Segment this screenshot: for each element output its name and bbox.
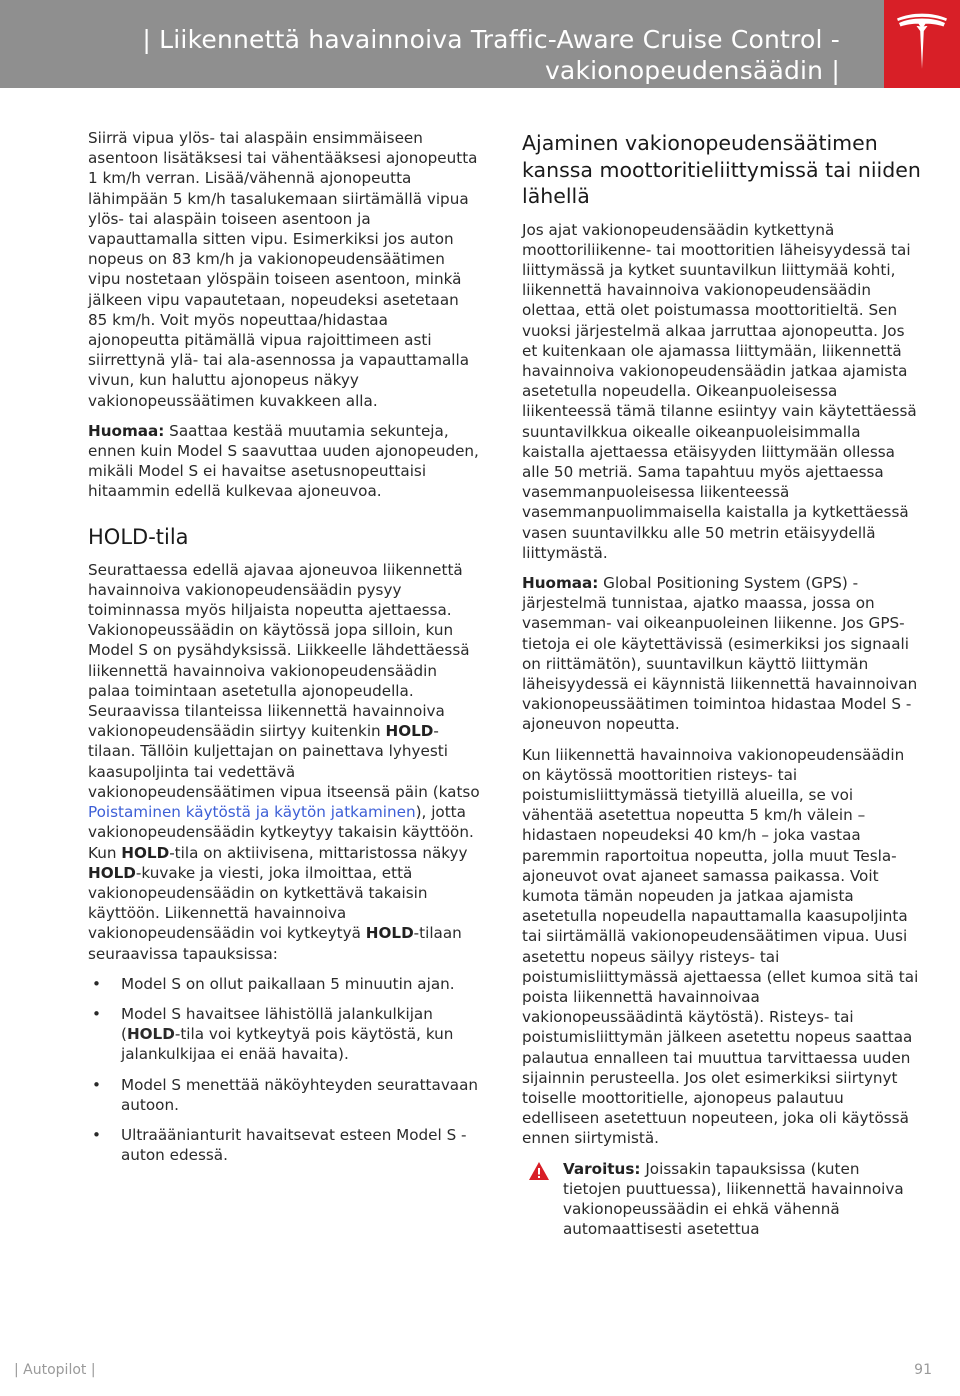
gps-note-paragraph [522,573,922,735]
warning-block [522,1159,922,1240]
note-paragraph [88,421,480,502]
list-item [88,974,480,994]
cancel-resume-link[interactable]: Poistaminen käytöstä ja käytön jatkaminen [88,803,416,822]
list-item-text: Model S havaitsee lähistöllä jalankulkijan ( [121,1004,433,1044]
warning-label: Varoitus: [563,1159,641,1178]
list-item-text: Model S on ollut paikallaan 5 minuutin ajan. [121,974,455,993]
hold-bold-3: HOLD [88,863,136,882]
list-item [88,1004,480,1065]
speed-adjust-paragraph: Siirrä vipua ylös- tai alaspäin ensimmäiseen asentoon lisätäksesi tai vähentääksesi ajonopeutta 1 km/h verran. Lisää/vähennä ajonopeutta lähimpään 5 km/h tasalukemaan siirtämällä vipua ylös- tai alaspäin toiseen asentoon ja vapauttamalla sitten vipu. Esimerkiksi jos auton nopeus on 83 km/h ja vakionopeudensäätimen vipu nostetaan ylöspäin toiseen asentoon, minkä jälkeen vipu vapautetaan, nopeudeksi asetetaan 85 km/h. Voit myös nopeuttaa/hidastaa ajonopeutta pitämällä vipua rajoittimeen asti siirrettynä ylä- tai ala-asennossa ja vapauttamalla vivun, kun haluttu ajonopeus näkyy vakionopeussäätimen kuvakkeen alla. [88,129,478,410]
bullet-icon: • [92,974,101,993]
hold-mode-paragraph [88,560,480,964]
list-item-text: Ultraäänianturit havaitsevat esteen Model S -auton edessä. [121,1125,467,1165]
hold-text-b: -tilaan. Tällöin kuljettajan on painettava lyhyesti kaasupoljinta tai vedettävä vakionopeudensäätimen vipua itseensä päin (katso [88,722,480,801]
note-label: Huomaa: [88,421,165,440]
note-text: Saattaa kestää muutamia sekunteja, ennen kuin Model S saavuttaa uuden ajonopeuden, mikäli Model S ei havaitse asetusnopeuttaisi hitaammin edellä kulkevaa ajoneuvoa. [88,421,479,501]
hold-mode-heading: HOLD-tila [88,524,189,549]
hold-text-f: -tilaan seuraavissa tapauksissa: [88,924,462,963]
hold-bold-4: HOLD [365,924,414,943]
brand-logo-box [884,0,960,88]
list-item-bold: HOLD [126,1025,175,1044]
note-text: Global Positioning System (GPS) -järjestelmä tunnistaa, ajatko maassa, jossa on vasemman- vai oikeanpuoleinen liikenne. Jos GPS-tietoja ei ole käytettävissä (esimerkiksi jos signaali on riittämätön), suuntavilkun käyttö liittymän läheisyydessä ei käynnistä liikennettä havainnoivan vakionopeussäätimen toimintoa hidastaa Model S -ajoneuvon nopeutta. [522,573,918,734]
list-item-text: Model S menettää näköyhteyden seurattavaan autoon. [121,1075,479,1114]
hold-bold-1: HOLD [385,722,434,741]
page-header [0,0,960,88]
highway-paragraph-1: Jos ajat vakionopeudensäädin kytkettynä moottoriliikenne- tai moottoritien läheisyydessä tai liittymässä ja kytket suuntavilkun liittymää kohti, liikennettä havainnoiva vakionopeudensäädin olettaa, että olet poistumassa moottoritieltä. Sen vuoksi järjestelmä alkaa jarruttaa ajonopeutta. Jos et kuitenkaan ole ajamassa liittymään, liikennettä havainnoiva vakionopeudensäädin jatkaa ajamista asetetulla nopeudella. Oikeanpuoleisessa liikenteessä tämä tilanne esiintyy vain käytettäessä suuntavilkkua oikealle oikeanpuoleisimmalla kaistalla ajettaessa etäisyyden liittymään ollessa alle 50 metriä. Sama tapahtuu myös ajettaessa vasemmanpuoleisessa liikenteessä vasemmanpuolimmaisella kaistalla ja kytkettäessä vasen suuntavilkku alle 50 metrin etäisyydellä liittymästä. [522,220,917,562]
hold-text-d: -tila on aktiivisena, mittaristossa näkyy [169,843,468,862]
hold-text-e: -kuvake ja viesti, joka ilmoittaa, että vakionopeudensäädin on kytkettävä takaisin käyttöön. Liikennettä havainnoiva vakionopeudensäädin voi kytkeytyä [88,863,428,943]
left-column [88,128,480,1175]
highway-paragraph-2: Kun liikennettä havainnoiva vakionopeudensäädin on käytössä moottoritien risteys- tai poistumisliittymässä tietyillä alueilla, se voi vähentää asetettua nopeutta 5 km/h välein – hidastaen nopeudeksi 40 km/h – joka vastaa paremmin raportoitua nopeutta, jolla muut Tesla-ajoneuvot ovat ajaneet samassa paikassa. Voit kumota tämän nopeuden ja jatkaa ajamista asetetulla nopeudella napauttamalla kaasupoljinta tai siirtämällä vakionopeudensäätimen vipua. Uusi asetettu nopeus säilyy risteys- tai poistumisliittymässä ajettaessa (ellet kumoa sitä tai poista liikennettä havainnoivaa vakionopeussäädintä käytöstä). Risteys- tai poistumisliittymän jälkeen asetettu nopeus saattaa palautua ennalleen tai muuttua tarvittaessa uuden sijainnin perusteella. Jos olet esimerkiksi siirtynyt toiselle moottoritielle, ajonopeus palautuu edelliseen asetettuun nopeuteen, joka oli käytössä ennen siirtymistä. [522,745,919,1148]
bullet-icon: • [92,1125,101,1144]
bullet-icon: • [92,1075,101,1094]
page-title-line-2: vakionopeudensäädin | [544,56,840,85]
page-number: 91 [914,1362,932,1378]
warning-text [563,1159,922,1240]
hold-conditions-list [88,974,480,1166]
hold-text-a: Seurattaessa edellä ajavaa ajoneuvoa liikennettä havainnoiva vakionopeudensäädin pysyy toiminnassa myös hiljaista nopeutta ajettaessa. Vakionopeussäädin on käytössä jopa silloin, kun Model S on pysähdyksissä. Liikkeelle lähdettäessä liikennettä havainnoiva vakionopeudensäädin palaa toimintaan asetetulla ajonopeudella. Seuraavissa tilanteissa liikennettä havainnoiva vakionopeudensäädin siirtyy kuitenkin [88,560,470,741]
list-item-text: -tila voi kytkeytyä pois käytöstä, kun jalankulkijaa ei enää havaita). [121,1025,454,1064]
list-item [88,1075,480,1115]
right-column [522,128,922,1249]
page-title [80,24,840,86]
hold-bold-2: HOLD [121,843,170,862]
hold-text-c: ), jotta vakionopeudensäädin kytkeytyy takaisin käyttöön. Kun [88,803,474,862]
note-label: Huomaa: [522,573,599,592]
warning-icon [528,1161,550,1185]
list-item [88,1125,480,1165]
tesla-logo-icon [895,13,949,75]
bullet-icon: • [92,1004,101,1023]
page-title-line-1: | Liikennettä havainnoiva Traffic-Aware Cruise Control - [142,25,840,54]
footer-section-label: | Autopilot | [14,1362,96,1378]
highway-section-heading: Ajaminen vakionopeudensäätimen kanssa moottoritieliittymissä tai niiden lähellä [522,131,921,208]
warning-body: Joissakin tapauksissa (kuten tietojen puuttuessa), liikennettä havainnoiva vakionopeussäädin ei ehkä vähennä automaattisesti asetettua [563,1159,904,1239]
